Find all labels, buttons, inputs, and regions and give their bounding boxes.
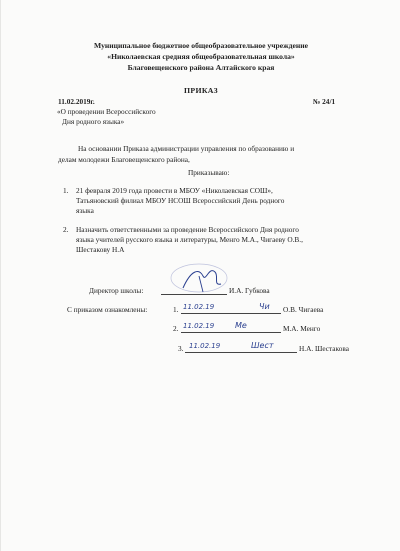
school-name-line: «Николаевская средняя общеобразовательная школа» bbox=[107, 52, 295, 61]
item-number: 2. bbox=[63, 225, 69, 234]
director-name: И.А. Губкова bbox=[229, 286, 270, 295]
item-line: Назначить ответственными за проведение Всероссийского Дня родного bbox=[76, 225, 299, 234]
handwritten-date: 11.02.19 bbox=[183, 303, 215, 311]
handwritten-signature: Шест bbox=[251, 341, 274, 350]
signature-line bbox=[185, 352, 297, 353]
item-line: Шестакову Н.А bbox=[76, 245, 125, 254]
order-word: Приказываю: bbox=[188, 168, 230, 177]
acquaint-label: С приказом ознакомлены: bbox=[67, 305, 148, 314]
handwritten-date: 11.02.19 bbox=[189, 342, 221, 350]
acquaint-number: 1. bbox=[173, 305, 179, 314]
subject-line-2: Дня родного языка» bbox=[62, 117, 125, 126]
order-title: ПРИКАЗ bbox=[184, 86, 218, 95]
subject-line-1: «О проведении Всероссийского bbox=[57, 107, 156, 116]
order-date: 11.02.2019г. bbox=[58, 97, 95, 106]
school-type-line: Муниципальное бюджетное общеобразовательное учреждение bbox=[94, 41, 308, 50]
director-signature-stamp bbox=[169, 262, 233, 298]
acquaint-name: Н.А. Шестакова bbox=[299, 344, 349, 353]
acquaint-number: 3. bbox=[178, 344, 184, 353]
school-district-line: Благовещенского района Алтайского края bbox=[127, 63, 275, 72]
acquaint-number: 2. bbox=[173, 324, 179, 333]
handwritten-signature: Чи bbox=[259, 302, 270, 311]
signature-line bbox=[181, 313, 281, 314]
item-line: языка учителей русского языка и литературы, Менго М.А., Чигаеву О.В., bbox=[76, 235, 303, 244]
basis-line-2: делам молодежи Благовещенского района, bbox=[58, 155, 190, 164]
item-number: 1. bbox=[63, 186, 69, 195]
director-label: Директор школы: bbox=[89, 286, 144, 295]
order-item bbox=[63, 186, 369, 216]
order-number: № 24/1 bbox=[313, 97, 336, 106]
item-line: Татьяновский филиал МБОУ НСОШ Всероссийский День родного bbox=[76, 196, 285, 205]
basis-line-1: На основании Приказа администрации управления по образованию и bbox=[78, 144, 295, 153]
acquaint-name: М.А. Менго bbox=[283, 324, 321, 333]
item-line: 21 февраля 2019 года провести в МБОУ «Николаевская СОШ», bbox=[76, 186, 273, 195]
handwritten-date: 11.02.19 bbox=[183, 322, 215, 330]
order-item bbox=[63, 225, 369, 255]
signature-line bbox=[181, 332, 281, 333]
acquaint-name: О.В. Чигаева bbox=[283, 305, 324, 314]
handwritten-signature: Ме bbox=[235, 321, 247, 330]
item-line: языка bbox=[76, 206, 94, 215]
